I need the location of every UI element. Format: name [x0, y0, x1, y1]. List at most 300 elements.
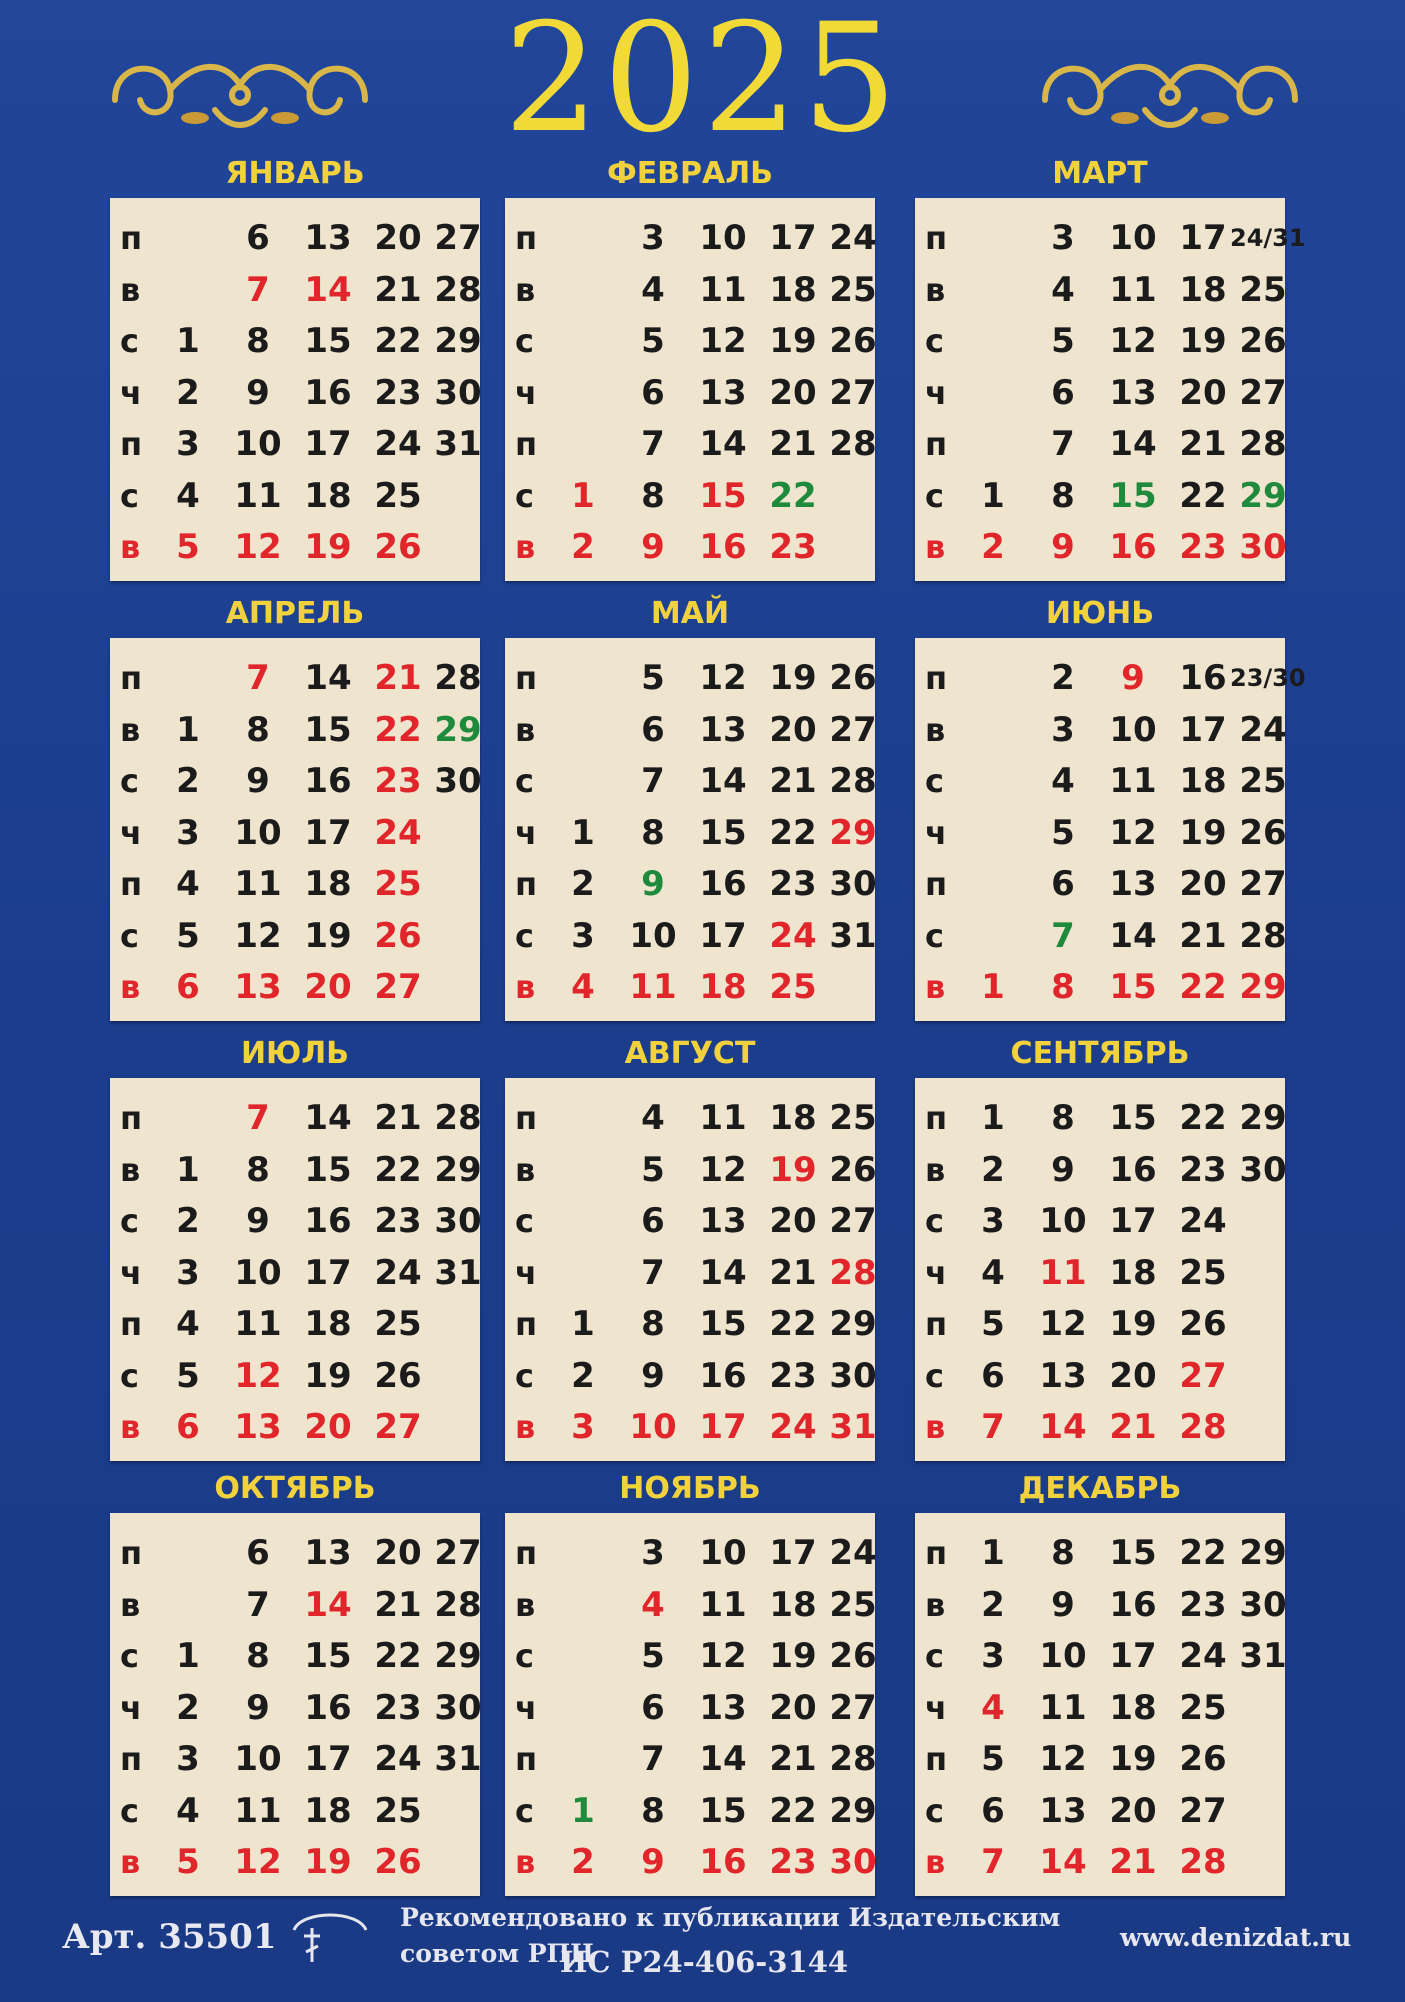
day-cell: 22 [1179, 1533, 1227, 1573]
month-name: НОЯБРЬ [619, 1471, 761, 1506]
day-cell: 21 [1179, 424, 1227, 464]
day-cell: 1 [571, 1790, 595, 1831]
day-cell: 15 [1109, 967, 1157, 1007]
day-cell: 7 [1051, 915, 1075, 956]
day-cell: 23 [374, 372, 422, 413]
day-cell: 16 [304, 372, 352, 413]
day-cell: 28 [829, 1252, 877, 1293]
day-cell: 26 [829, 658, 877, 698]
weekday-letter: п [120, 659, 143, 697]
weekday-letter: в [925, 270, 946, 309]
day-cell: 22 [769, 812, 817, 853]
weekday-letter: с [925, 476, 944, 515]
weekday-letter: в [120, 270, 141, 309]
month-name: СЕНТЯБРЬ [1010, 1036, 1190, 1071]
day-cell: 27 [829, 1687, 877, 1728]
day-cell: 12 [234, 915, 282, 956]
day-cell: 19 [304, 527, 352, 567]
day-cell: 12 [1039, 1304, 1087, 1344]
day-cell: 19 [769, 321, 817, 361]
day-cell: 27 [374, 967, 422, 1007]
day-cell: 17 [1179, 218, 1227, 258]
day-cell: 9 [246, 761, 270, 801]
weekday-letter: в [120, 1843, 141, 1881]
day-cell: 15 [1109, 1533, 1157, 1573]
day-cell: 1 [176, 1636, 200, 1676]
day-cell: 16 [304, 1687, 352, 1728]
day-cell: 23 [1179, 1584, 1227, 1625]
day-cell: 29 [434, 1636, 482, 1676]
day-cell: 11 [699, 269, 747, 310]
weekday-letter: п [515, 1534, 538, 1572]
day-cell: 12 [1109, 812, 1157, 853]
weekday-letter: п [515, 219, 538, 257]
weekday-letter: ч [515, 1688, 537, 1727]
day-cell: 1 [571, 475, 595, 516]
day-cell: 19 [1109, 1304, 1157, 1344]
day-cell: 1 [981, 967, 1005, 1007]
day-cell: 27 [1239, 372, 1287, 413]
day-cell: 13 [234, 967, 282, 1007]
day-cell: 14 [304, 1098, 352, 1138]
day-cell: 1 [571, 812, 595, 853]
day-cell: 24 [769, 1407, 817, 1447]
day-cell: 31 [1239, 1636, 1287, 1676]
month-name: ИЮЛЬ [240, 1036, 350, 1071]
day-cell: 27 [434, 1533, 482, 1573]
day-cell: 28 [829, 761, 877, 801]
weekday-letter: п [925, 1534, 948, 1572]
day-cell: 7 [981, 1407, 1005, 1447]
day-cell: 25 [1179, 1687, 1227, 1728]
day-cell: 16 [699, 1842, 747, 1882]
ornament-right-icon [1025, 40, 1315, 140]
weekday-letter: в [120, 528, 141, 566]
weekday-letter: ч [120, 813, 142, 852]
day-cell: 4 [981, 1687, 1005, 1728]
day-cell: 1 [981, 1098, 1005, 1138]
day-cell: 10 [1039, 1201, 1087, 1241]
day-cell: 3 [981, 1201, 1005, 1241]
weekday-letter: с [925, 762, 944, 800]
day-cell: 19 [304, 1355, 352, 1396]
day-cell: 17 [304, 1252, 352, 1293]
day-cell: 11 [699, 1098, 747, 1138]
day-cell: 30 [829, 1842, 877, 1882]
day-cell: 3 [176, 1739, 200, 1779]
day-cell: 6 [246, 218, 270, 258]
day-cell: 4 [641, 1098, 665, 1138]
day-cell: 22 [374, 1636, 422, 1676]
day-cell: 18 [304, 475, 352, 516]
day-cell: 19 [1179, 812, 1227, 853]
weekday-letter: в [515, 710, 536, 749]
day-cell: 8 [246, 709, 270, 750]
day-cell: 23 [769, 527, 817, 567]
weekday-letter: в [515, 1843, 536, 1881]
day-cell: 8 [246, 1149, 270, 1190]
day-cell: 20 [769, 1687, 817, 1728]
day-cell: 11 [629, 967, 677, 1007]
day-cell: 21 [769, 1252, 817, 1293]
day-cell: 6 [176, 1407, 200, 1447]
day-cell: 29 [829, 1304, 877, 1344]
day-cell: 20 [304, 967, 352, 1007]
day-cell: 24 [829, 1533, 877, 1573]
weekday-letter: п [120, 1534, 143, 1572]
month-name: ДЕКАБРЬ [1018, 1471, 1182, 1506]
day-cell: 4 [176, 475, 200, 516]
day-cell: 5 [641, 658, 665, 698]
day-cell: 21 [1109, 1407, 1157, 1447]
day-cell: 4 [1051, 761, 1075, 801]
day-cell: 12 [1109, 321, 1157, 361]
day-cell: 26 [829, 1636, 877, 1676]
weekday-letter: п [925, 1740, 948, 1778]
day-cell: 15 [304, 709, 352, 750]
day-cell: 31 [434, 424, 482, 464]
day-cell: 29 [1239, 475, 1287, 516]
day-cell: 8 [1051, 475, 1075, 516]
day-cell: 25 [829, 1098, 877, 1138]
day-cell: 18 [1179, 761, 1227, 801]
day-cell: 13 [304, 1533, 352, 1573]
day-cell: 30 [829, 1355, 877, 1396]
month-name: МАЙ [650, 596, 730, 631]
weekday-letter: ч [925, 1253, 947, 1292]
day-cell: 13 [1109, 372, 1157, 413]
day-cell: 14 [699, 1252, 747, 1293]
day-cell: 12 [234, 1842, 282, 1882]
day-cell: 29 [829, 1790, 877, 1831]
weekday-letter: ч [925, 373, 947, 412]
day-cell: 12 [234, 1355, 282, 1396]
day-cell: 21 [374, 1098, 422, 1138]
weekday-letter: в [925, 1585, 946, 1624]
day-cell: 2 [571, 864, 595, 904]
day-cell: 2 [176, 1201, 200, 1241]
day-cell: 24 [374, 1252, 422, 1293]
weekday-letter: п [515, 1740, 538, 1778]
day-cell: 26 [374, 915, 422, 956]
weekday-letter: п [925, 1099, 948, 1137]
day-cell: 24 [1179, 1636, 1227, 1676]
day-cell: 5 [641, 1636, 665, 1676]
day-cell: 16 [699, 1355, 747, 1396]
weekday-letter: с [120, 1202, 139, 1240]
day-cell: 21 [374, 269, 422, 310]
day-cell: 17 [1109, 1636, 1157, 1676]
day-cell: 6 [981, 1790, 1005, 1831]
day-cell: 27 [434, 218, 482, 258]
day-cell: 17 [699, 915, 747, 956]
weekday-letter: ч [120, 1253, 142, 1292]
day-cell: 15 [304, 1636, 352, 1676]
day-cell: 16 [304, 761, 352, 801]
day-cell: 1 [981, 475, 1005, 516]
day-cell: 3 [176, 424, 200, 464]
day-cell: 4 [641, 269, 665, 310]
weekday-letter: ч [925, 1688, 947, 1727]
month-name: ОКТЯБРЬ [214, 1471, 376, 1506]
day-cell: 29 [434, 321, 482, 361]
day-cell: 2 [176, 1687, 200, 1728]
weekday-letter: с [515, 762, 534, 800]
day-cell: 8 [641, 812, 665, 853]
weekday-letter: с [515, 476, 534, 515]
day-cell: 23/30 [1230, 664, 1306, 692]
day-cell: 23 [769, 864, 817, 904]
day-cell: 8 [246, 321, 270, 361]
day-cell: 3 [176, 812, 200, 853]
day-cell: 16 [699, 527, 747, 567]
month-2 [505, 150, 875, 581]
day-cell: 31 [434, 1252, 482, 1293]
day-cell: 5 [981, 1739, 1005, 1779]
day-cell: 14 [699, 424, 747, 464]
day-cell: 12 [699, 1636, 747, 1676]
day-cell: 9 [1051, 1149, 1075, 1190]
weekday-letter: с [925, 916, 944, 955]
day-cell: 31 [829, 915, 877, 956]
day-cell: 14 [1039, 1407, 1087, 1447]
weekday-letter: с [515, 1356, 534, 1395]
day-cell: 25 [374, 864, 422, 904]
day-cell: 2 [176, 372, 200, 413]
day-cell: 24 [829, 218, 877, 258]
day-cell: 9 [1121, 658, 1145, 698]
day-cell: 13 [1039, 1355, 1087, 1396]
day-cell: 25 [829, 1584, 877, 1625]
weekday-letter: в [925, 710, 946, 749]
day-cell: 6 [1051, 864, 1075, 904]
day-cell: 9 [246, 1201, 270, 1241]
day-cell: 28 [829, 424, 877, 464]
day-cell: 29 [1239, 967, 1287, 1007]
day-cell: 14 [699, 1739, 747, 1779]
weekday-letter: с [925, 322, 944, 360]
day-cell: 30 [1239, 1149, 1287, 1190]
day-cell: 28 [829, 1739, 877, 1779]
day-cell: 29 [1239, 1098, 1287, 1138]
day-cell: 10 [699, 1533, 747, 1573]
day-cell: 16 [1109, 1149, 1157, 1190]
day-cell: 7 [1051, 424, 1075, 464]
day-cell: 24 [769, 915, 817, 956]
day-cell: 26 [374, 527, 422, 567]
day-cell: 23 [1179, 1149, 1227, 1190]
year-title: 2025 [503, 0, 902, 166]
month-name: АПРЕЛЬ [225, 596, 365, 631]
day-cell: 18 [769, 1098, 817, 1138]
day-cell: 8 [641, 475, 665, 516]
day-cell: 12 [699, 1149, 747, 1190]
day-cell: 25 [769, 967, 817, 1007]
day-cell: 20 [1179, 864, 1227, 904]
weekday-letter: с [925, 1637, 944, 1675]
month-name: АВГУСТ [624, 1036, 756, 1071]
day-cell: 10 [629, 915, 677, 956]
day-cell: 13 [699, 709, 747, 750]
weekday-letter: в [515, 1408, 536, 1446]
weekday-letter: ч [515, 813, 537, 852]
day-cell: 24/31 [1230, 224, 1306, 252]
weekday-letter: в [925, 1843, 946, 1881]
month-grid-box [505, 1513, 875, 1896]
weekday-letter: в [120, 968, 141, 1006]
day-cell: 9 [246, 1687, 270, 1728]
day-cell: 27 [829, 709, 877, 750]
day-cell: 13 [1039, 1790, 1087, 1831]
day-cell: 24 [1179, 1201, 1227, 1241]
day-cell: 12 [1039, 1739, 1087, 1779]
day-cell: 7 [246, 269, 270, 310]
day-cell: 10 [1039, 1636, 1087, 1676]
day-cell: 14 [699, 761, 747, 801]
day-cell: 27 [1239, 864, 1287, 904]
day-cell: 28 [434, 1098, 482, 1138]
day-cell: 11 [1109, 761, 1157, 801]
weekday-letter: в [515, 1585, 536, 1624]
day-cell: 7 [246, 1098, 270, 1138]
day-cell: 15 [699, 475, 747, 516]
day-cell: 5 [641, 321, 665, 361]
day-cell: 12 [234, 527, 282, 567]
day-cell: 2 [571, 1355, 595, 1396]
day-cell: 8 [641, 1304, 665, 1344]
day-cell: 15 [304, 1149, 352, 1190]
day-cell: 30 [1239, 527, 1287, 567]
day-cell: 13 [699, 1201, 747, 1241]
weekday-letter: п [120, 1305, 143, 1343]
day-cell: 21 [1179, 915, 1227, 956]
day-cell: 29 [434, 709, 482, 750]
day-cell: 17 [304, 1739, 352, 1779]
day-cell: 30 [829, 864, 877, 904]
day-cell: 4 [1051, 269, 1075, 310]
day-cell: 21 [374, 658, 422, 698]
weekday-letter: с [515, 322, 534, 360]
day-cell: 2 [1051, 658, 1075, 698]
day-cell: 22 [769, 1790, 817, 1831]
day-cell: 15 [1109, 1098, 1157, 1138]
month-9 [915, 1030, 1285, 1461]
day-cell: 17 [304, 812, 352, 853]
month-grid-box [915, 638, 1306, 1021]
day-cell: 5 [641, 1149, 665, 1190]
day-cell: 10 [629, 1407, 677, 1447]
day-cell: 28 [434, 269, 482, 310]
day-cell: 16 [1109, 527, 1157, 567]
weekday-letter: в [120, 1408, 141, 1446]
day-cell: 4 [981, 1252, 1005, 1293]
weekday-letter: с [120, 1791, 139, 1830]
day-cell: 5 [176, 1842, 200, 1882]
day-cell: 30 [434, 372, 482, 413]
day-cell: 28 [1239, 424, 1287, 464]
day-cell: 11 [1039, 1252, 1087, 1293]
month-4 [110, 590, 480, 1021]
weekday-letter: п [925, 865, 948, 903]
day-cell: 11 [234, 1790, 282, 1831]
weekday-letter: п [120, 1740, 143, 1778]
day-cell: 10 [1109, 709, 1157, 750]
day-cell: 5 [1051, 812, 1075, 853]
weekday-letter: в [925, 968, 946, 1006]
day-cell: 20 [1109, 1790, 1157, 1831]
day-cell: 15 [699, 1304, 747, 1344]
day-cell: 7 [641, 424, 665, 464]
weekday-letter: с [515, 1791, 534, 1830]
day-cell: 19 [304, 1842, 352, 1882]
day-cell: 19 [769, 1149, 817, 1190]
day-cell: 3 [571, 1407, 595, 1447]
day-cell: 9 [246, 372, 270, 413]
weekday-letter: с [120, 1356, 139, 1395]
day-cell: 24 [374, 424, 422, 464]
website-link: www.denizdat.ru [1120, 1923, 1352, 1952]
day-cell: 3 [1051, 218, 1075, 258]
day-cell: 21 [769, 761, 817, 801]
day-cell: 10 [234, 812, 282, 853]
weekday-letter: п [515, 1099, 538, 1137]
day-cell: 24 [1239, 709, 1287, 750]
day-cell: 10 [234, 424, 282, 464]
day-cell: 10 [1109, 218, 1157, 258]
day-cell: 16 [699, 864, 747, 904]
month-6 [915, 590, 1306, 1021]
publisher-logo-icon [282, 1900, 378, 1984]
day-cell: 22 [1179, 1098, 1227, 1138]
month-name: ФЕВРАЛЬ [606, 156, 774, 191]
day-cell: 20 [374, 1533, 422, 1573]
day-cell: 4 [176, 1790, 200, 1831]
day-cell: 29 [434, 1149, 482, 1190]
weekday-letter: с [120, 916, 139, 955]
day-cell: 1 [176, 1149, 200, 1190]
day-cell: 22 [374, 321, 422, 361]
day-cell: 5 [981, 1304, 1005, 1344]
day-cell: 20 [769, 709, 817, 750]
month-10 [110, 1465, 480, 1896]
day-cell: 5 [176, 915, 200, 956]
day-cell: 16 [304, 1201, 352, 1241]
day-cell: 19 [1179, 321, 1227, 361]
day-cell: 10 [234, 1739, 282, 1779]
month-name: МАРТ [1052, 156, 1148, 191]
day-cell: 25 [374, 475, 422, 516]
day-cell: 3 [176, 1252, 200, 1293]
day-cell: 1 [176, 709, 200, 750]
day-cell: 27 [374, 1407, 422, 1447]
weekday-letter: с [515, 916, 534, 955]
day-cell: 10 [699, 218, 747, 258]
day-cell: 2 [571, 527, 595, 567]
weekday-letter: в [120, 1585, 141, 1624]
day-cell: 20 [769, 1201, 817, 1241]
day-cell: 23 [374, 1201, 422, 1241]
weekday-letter: с [120, 762, 139, 800]
day-cell: 11 [1109, 269, 1157, 310]
day-cell: 18 [304, 1304, 352, 1344]
day-cell: 18 [769, 269, 817, 310]
day-cell: 7 [641, 761, 665, 801]
day-cell: 11 [1039, 1687, 1087, 1728]
article-number: Арт. 35501 [62, 1917, 277, 1957]
day-cell: 25 [374, 1304, 422, 1344]
day-cell: 23 [769, 1355, 817, 1396]
weekday-letter: с [515, 1202, 534, 1240]
